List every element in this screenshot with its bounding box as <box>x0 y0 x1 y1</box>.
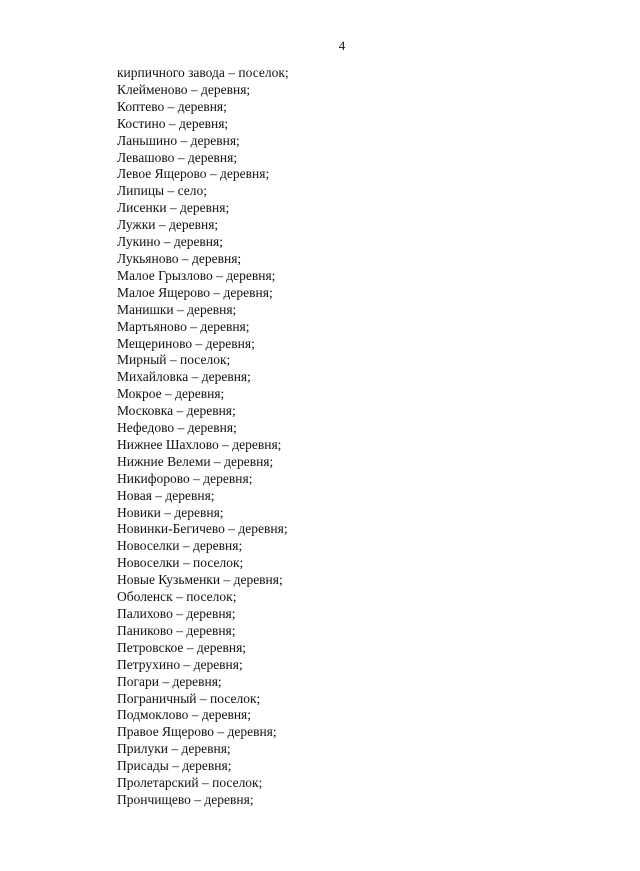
list-item: Лукино – деревня; <box>117 234 223 250</box>
list-item: Подмоклово – деревня; <box>117 707 252 723</box>
list-item: Петрухино – деревня; <box>117 656 243 672</box>
list-item: Малое Ящерово – деревня; <box>117 284 273 300</box>
list-item: Клейменово – деревня; <box>117 81 251 97</box>
list-item: Московка – деревня; <box>117 403 236 419</box>
list-item: Мирный – поселок; <box>117 352 231 368</box>
list-item: Оболенск – поселок; <box>117 589 237 605</box>
list-item: Новоселки – поселок; <box>117 555 244 571</box>
list-item: Правое Ящерово – деревня; <box>117 724 277 740</box>
list-item: Нефедово – деревня; <box>117 420 237 436</box>
list-item: Коптево – деревня; <box>117 98 227 114</box>
list-item: Новоселки – деревня; <box>117 538 243 554</box>
list-item: кирпичного завода – поселок; <box>117 65 289 80</box>
list-item: Мартьяново – деревня; <box>117 318 250 334</box>
list-item: Липицы – село; <box>117 183 208 199</box>
list-item: Мещериново – деревня; <box>117 335 255 351</box>
list-item: Нижние Велеми – деревня; <box>117 453 274 469</box>
list-item: Малое Грызлово – деревня; <box>117 267 276 283</box>
list-item: Новая – деревня; <box>117 487 215 503</box>
list-item: Паниково – деревня; <box>117 622 236 638</box>
list-item: Новинки-Бегичево – деревня; <box>117 521 288 537</box>
list-item: Костино – деревня; <box>117 115 229 131</box>
list-item: Левое Ящерово – деревня; <box>117 166 270 182</box>
list-item: Нижнее Шахлово – деревня; <box>117 436 282 452</box>
list-item: Лукьяново – деревня; <box>117 250 242 266</box>
list-item: Присады – деревня; <box>117 758 232 774</box>
list-item: Пролетарский – поселок; <box>117 775 263 791</box>
list-item: Левашово – деревня; <box>117 149 238 165</box>
list-item: Погари – деревня; <box>117 673 222 689</box>
settlement-list <box>117 65 289 809</box>
list-item: Ланьшино – деревня; <box>117 132 240 148</box>
list-item: Манишки – деревня; <box>117 301 237 317</box>
list-item: Никифорово – деревня; <box>117 470 253 486</box>
list-item: Прончищево – деревня; <box>117 791 254 807</box>
list-item: Прилуки – деревня; <box>117 741 231 757</box>
list-item: Мокрое – деревня; <box>117 386 225 402</box>
list-item: Палихово – деревня; <box>117 606 236 621</box>
list-item: Новые Кузьменки – деревня; <box>117 572 283 588</box>
list-item: Михайловка – деревня; <box>117 369 251 385</box>
list-item: Лужки – деревня; <box>117 217 219 233</box>
page-number: 4 <box>338 38 346 53</box>
list-item: Новики – деревня; <box>117 504 224 520</box>
list-item: Лисенки – деревня; <box>117 200 230 216</box>
list-item: Петровское – деревня; <box>117 639 247 655</box>
list-item: Пограничный – поселок; <box>117 690 261 706</box>
